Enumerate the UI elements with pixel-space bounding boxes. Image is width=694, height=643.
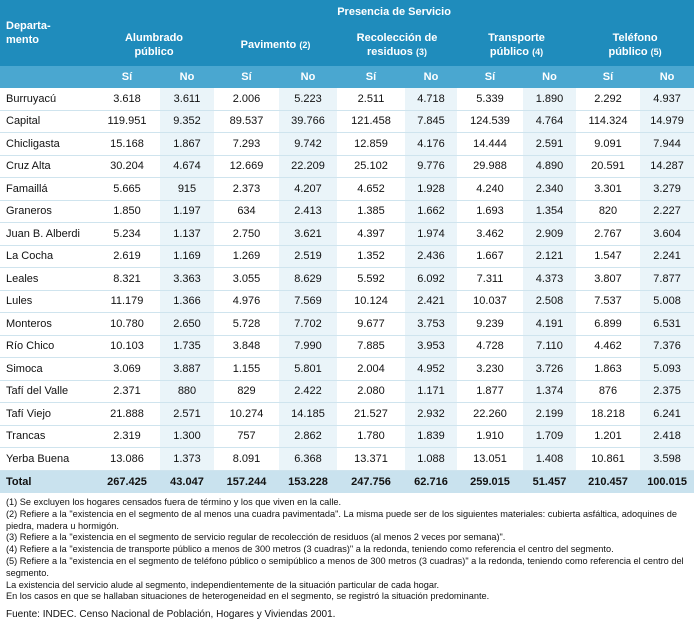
- footnote: (4) Refiere a la "existencia de transporte público a menos de 300 metros (3 cuadras)" a la redonda, teniendo como referencia el centro del segmento.: [6, 544, 614, 555]
- departamento-name: Leales: [0, 268, 94, 291]
- subheader-no: No: [640, 66, 694, 88]
- cell-si: 3.301: [576, 178, 640, 201]
- cell-no: 3.604: [640, 223, 694, 246]
- cell-no: 4.718: [405, 88, 457, 110]
- cell-si: 2.767: [576, 223, 640, 246]
- subheader-no: No: [523, 66, 576, 88]
- table-row: [0, 88, 694, 110]
- cell-no: 2.591: [523, 133, 576, 156]
- table-header: [0, 0, 694, 88]
- table-row: [0, 178, 694, 201]
- cell-no: 1.709: [523, 425, 576, 448]
- cell-no: 39.766: [279, 110, 337, 133]
- cell-si: 2.373: [214, 178, 279, 201]
- cell-no: 1.366: [160, 290, 214, 313]
- cell-no: 1.839: [405, 425, 457, 448]
- cell-no: 1.974: [405, 223, 457, 246]
- cell-si: 10.103: [94, 335, 160, 358]
- cell-no: 5.801: [279, 358, 337, 381]
- departamento-name: Río Chico: [0, 335, 94, 358]
- cell-si: 4.652: [337, 178, 405, 201]
- cell-no: 915: [160, 178, 214, 201]
- total-label: Total: [0, 470, 94, 493]
- cell-si: 12.859: [337, 133, 405, 156]
- cell-no: 4.207: [279, 178, 337, 201]
- cell-no: 5.223: [279, 88, 337, 110]
- subheader-si: Sí: [576, 66, 640, 88]
- cell-si: 22.260: [457, 403, 523, 426]
- cell-si: 267.425: [94, 470, 160, 493]
- departamento-name: Burruyacú: [0, 88, 94, 110]
- cell-si: 21.527: [337, 403, 405, 426]
- cell-si: 3.055: [214, 268, 279, 291]
- cell-si: 9.091: [576, 133, 640, 156]
- cell-si: 1.155: [214, 358, 279, 381]
- table-row: [0, 223, 694, 246]
- departamento-name: Tafí Viejo: [0, 403, 94, 426]
- cell-si: 18.218: [576, 403, 640, 426]
- cell-no: 1.408: [523, 448, 576, 471]
- cell-no: 2.241: [640, 245, 694, 268]
- cell-si: 259.015: [457, 470, 523, 493]
- cell-si: 1.269: [214, 245, 279, 268]
- cell-no: 3.953: [405, 335, 457, 358]
- cell-si: 11.179: [94, 290, 160, 313]
- cell-si: 829: [214, 380, 279, 403]
- cell-no: 2.413: [279, 200, 337, 223]
- cell-si: 25.102: [337, 155, 405, 178]
- table-row: [0, 155, 694, 178]
- cell-no: 2.375: [640, 380, 694, 403]
- cell-si: 21.888: [94, 403, 160, 426]
- cell-no: 1.354: [523, 200, 576, 223]
- cell-no: 1.197: [160, 200, 214, 223]
- cell-si: 1.863: [576, 358, 640, 381]
- cell-si: 1.850: [94, 200, 160, 223]
- cell-si: 2.319: [94, 425, 160, 448]
- subheader-si: Sí: [457, 66, 523, 88]
- departamento-subheader: [0, 66, 94, 88]
- cell-no: 4.176: [405, 133, 457, 156]
- cell-si: 9.677: [337, 313, 405, 336]
- cell-no: 9.776: [405, 155, 457, 178]
- cell-si: 2.006: [214, 88, 279, 110]
- table-row: [0, 245, 694, 268]
- table-row: [0, 110, 694, 133]
- cell-si: 10.037: [457, 290, 523, 313]
- footnotes: [6, 497, 690, 621]
- cell-si: 2.619: [94, 245, 160, 268]
- subheader-no: No: [279, 66, 337, 88]
- cell-si: 7.311: [457, 268, 523, 291]
- cell-no: 7.990: [279, 335, 337, 358]
- cell-si: 124.539: [457, 110, 523, 133]
- cell-no: 5.008: [640, 290, 694, 313]
- departamento-name: La Cocha: [0, 245, 94, 268]
- group-alumbrado: Alumbrado público: [94, 24, 214, 66]
- cell-no: 14.287: [640, 155, 694, 178]
- cell-no: 9.742: [279, 133, 337, 156]
- cell-no: 3.598: [640, 448, 694, 471]
- cell-no: 4.373: [523, 268, 576, 291]
- cell-si: 4.728: [457, 335, 523, 358]
- footnote: (2) Refiere a la "existencia en el segmento de al menos una cuadra pavimentada". La misma puede ser de los siguientes materiales: cubierta asfáltica, adoquines de piedra, madera u hormigón.: [6, 508, 677, 531]
- subheader-si: Sí: [337, 66, 405, 88]
- cell-no: 1.374: [523, 380, 576, 403]
- si-no-header-row: [0, 66, 694, 88]
- cell-no: 4.952: [405, 358, 457, 381]
- cell-si: 4.397: [337, 223, 405, 246]
- cell-no: 7.376: [640, 335, 694, 358]
- source-note: Fuente: INDEC. Censo Nacional de Población, Hogares y Viviendas 2001.: [6, 609, 336, 621]
- group-transporte: Transporte público (4): [457, 24, 576, 66]
- departamento-header: Departa- mento: [0, 0, 94, 66]
- cell-si: 13.086: [94, 448, 160, 471]
- cell-si: 5.728: [214, 313, 279, 336]
- cell-si: 7.885: [337, 335, 405, 358]
- cell-si: 8.321: [94, 268, 160, 291]
- cell-si: 5.665: [94, 178, 160, 201]
- cell-si: 1.385: [337, 200, 405, 223]
- cell-si: 1.201: [576, 425, 640, 448]
- departamento-name: Famaillá: [0, 178, 94, 201]
- cell-no: 1.088: [405, 448, 457, 471]
- footnote: La existencia del servicio alude al segmento, independientemente de la situación particular de cada hogar.: [6, 579, 440, 590]
- cell-si: 1.780: [337, 425, 405, 448]
- cell-no: 9.352: [160, 110, 214, 133]
- cell-si: 4.462: [576, 335, 640, 358]
- cell-no: 2.932: [405, 403, 457, 426]
- cell-no: 2.650: [160, 313, 214, 336]
- footnote: (1) Se excluyen los hogares censados fuera de término y los que viven en la calle.: [6, 497, 342, 507]
- footnote: (3) Refiere a la "existencia en el segmento de servicio regular de recolección de residuos (al menos 2 veces por semana)".: [6, 532, 506, 543]
- cell-no: 1.928: [405, 178, 457, 201]
- cell-si: 2.292: [576, 88, 640, 110]
- departamento-name: Cruz Alta: [0, 155, 94, 178]
- cell-no: 1.867: [160, 133, 214, 156]
- departamento-name: Graneros: [0, 200, 94, 223]
- table-row: [0, 335, 694, 358]
- cell-si: 757: [214, 425, 279, 448]
- cell-no: 2.571: [160, 403, 214, 426]
- cell-si: 1.547: [576, 245, 640, 268]
- footnote: (5) Refiere a la "existencia en el segmento de teléfono público o semipúblico a menos de 300 metros (3 cuadras)" a la redonda, teniendo como referencia el centro del segmento.: [6, 555, 684, 578]
- cell-si: 3.069: [94, 358, 160, 381]
- cell-si: 157.244: [214, 470, 279, 493]
- departamento-name: Chicligasta: [0, 133, 94, 156]
- cell-no: 153.228: [279, 470, 337, 493]
- total-row: [0, 470, 694, 493]
- cell-si: 15.168: [94, 133, 160, 156]
- cell-si: 114.324: [576, 110, 640, 133]
- table-row: [0, 425, 694, 448]
- table-row: [0, 268, 694, 291]
- cell-no: 1.735: [160, 335, 214, 358]
- cell-si: 10.274: [214, 403, 279, 426]
- cell-si: 4.976: [214, 290, 279, 313]
- subheader-no: No: [405, 66, 457, 88]
- subheader-si: Sí: [94, 66, 160, 88]
- cell-no: 22.209: [279, 155, 337, 178]
- cell-si: 3.848: [214, 335, 279, 358]
- cell-no: 7.944: [640, 133, 694, 156]
- cell-no: 3.611: [160, 88, 214, 110]
- cell-si: 5.339: [457, 88, 523, 110]
- cell-no: 3.753: [405, 313, 457, 336]
- cell-si: 2.511: [337, 88, 405, 110]
- cell-si: 3.618: [94, 88, 160, 110]
- cell-no: 7.569: [279, 290, 337, 313]
- cell-no: 100.015: [640, 470, 694, 493]
- cell-no: 6.368: [279, 448, 337, 471]
- cell-no: 1.137: [160, 223, 214, 246]
- cell-no: 7.845: [405, 110, 457, 133]
- cell-no: 4.937: [640, 88, 694, 110]
- cell-no: 2.340: [523, 178, 576, 201]
- cell-no: 62.716: [405, 470, 457, 493]
- cell-si: 13.051: [457, 448, 523, 471]
- departamento-name: Monteros: [0, 313, 94, 336]
- cell-si: 876: [576, 380, 640, 403]
- subheader-no: No: [160, 66, 214, 88]
- cell-no: 2.227: [640, 200, 694, 223]
- cell-si: 634: [214, 200, 279, 223]
- cell-si: 3.230: [457, 358, 523, 381]
- cell-si: 14.444: [457, 133, 523, 156]
- cell-si: 13.371: [337, 448, 405, 471]
- table-row: [0, 133, 694, 156]
- cell-no: 4.191: [523, 313, 576, 336]
- cell-si: 820: [576, 200, 640, 223]
- cell-no: 7.877: [640, 268, 694, 291]
- cell-no: 5.093: [640, 358, 694, 381]
- table-row: [0, 313, 694, 336]
- cell-si: 247.756: [337, 470, 405, 493]
- cell-si: 20.591: [576, 155, 640, 178]
- table-row: [0, 290, 694, 313]
- table-row: [0, 200, 694, 223]
- cell-si: 10.124: [337, 290, 405, 313]
- cell-no: 2.508: [523, 290, 576, 313]
- cell-no: 2.436: [405, 245, 457, 268]
- cell-si: 210.457: [576, 470, 640, 493]
- cell-si: 3.807: [576, 268, 640, 291]
- cell-no: 3.621: [279, 223, 337, 246]
- cell-si: 2.371: [94, 380, 160, 403]
- presencia-header: Presencia de Servicio: [94, 0, 694, 24]
- departamento-name: Juan B. Alberdi: [0, 223, 94, 246]
- cell-si: 121.458: [337, 110, 405, 133]
- departamento-name: Tafí del Valle: [0, 380, 94, 403]
- footnote: En los casos en que se hallaban situaciones de heterogeneidad en el segmento, se registró la situación predominante.: [6, 591, 490, 602]
- departamento-name: Simoca: [0, 358, 94, 381]
- departamento-name: Capital: [0, 110, 94, 133]
- subheader-si: Sí: [214, 66, 279, 88]
- cell-si: 1.877: [457, 380, 523, 403]
- cell-no: 14.185: [279, 403, 337, 426]
- cell-no: 1.169: [160, 245, 214, 268]
- cell-no: 4.764: [523, 110, 576, 133]
- cell-si: 5.234: [94, 223, 160, 246]
- cell-no: 3.363: [160, 268, 214, 291]
- cell-no: 14.979: [640, 110, 694, 133]
- departamento-name: Trancas: [0, 425, 94, 448]
- cell-no: 2.909: [523, 223, 576, 246]
- cell-si: 4.240: [457, 178, 523, 201]
- cell-si: 8.091: [214, 448, 279, 471]
- cell-no: 6.241: [640, 403, 694, 426]
- cell-si: 7.537: [576, 290, 640, 313]
- cell-si: 2.750: [214, 223, 279, 246]
- cell-no: 1.373: [160, 448, 214, 471]
- cell-si: 2.004: [337, 358, 405, 381]
- cell-si: 6.899: [576, 313, 640, 336]
- cell-no: 2.862: [279, 425, 337, 448]
- cell-no: 2.421: [405, 290, 457, 313]
- departamento-name: Lules: [0, 290, 94, 313]
- cell-no: 3.279: [640, 178, 694, 201]
- cell-si: 10.780: [94, 313, 160, 336]
- cell-no: 3.726: [523, 358, 576, 381]
- cell-si: 1.352: [337, 245, 405, 268]
- cell-no: 51.457: [523, 470, 576, 493]
- departamento-name: Yerba Buena: [0, 448, 94, 471]
- cell-no: 7.702: [279, 313, 337, 336]
- cell-no: 8.629: [279, 268, 337, 291]
- cell-no: 2.418: [640, 425, 694, 448]
- cell-no: 43.047: [160, 470, 214, 493]
- cell-si: 9.239: [457, 313, 523, 336]
- table-row: [0, 380, 694, 403]
- cell-no: 7.110: [523, 335, 576, 358]
- cell-no: 1.662: [405, 200, 457, 223]
- cell-si: 10.861: [576, 448, 640, 471]
- cell-si: 7.293: [214, 133, 279, 156]
- table-body: [0, 88, 694, 493]
- cell-si: 2.080: [337, 380, 405, 403]
- table-row: [0, 448, 694, 471]
- cell-si: 5.592: [337, 268, 405, 291]
- cell-no: 2.422: [279, 380, 337, 403]
- cell-si: 12.669: [214, 155, 279, 178]
- cell-no: 2.519: [279, 245, 337, 268]
- group-pavimento: Pavimento (2): [214, 24, 337, 66]
- group-recoleccion: Recolección de residuos (3): [337, 24, 457, 66]
- cell-si: 89.537: [214, 110, 279, 133]
- cell-si: 1.667: [457, 245, 523, 268]
- cell-si: 30.204: [94, 155, 160, 178]
- cell-no: 4.890: [523, 155, 576, 178]
- cell-si: 1.693: [457, 200, 523, 223]
- cell-no: 2.121: [523, 245, 576, 268]
- cell-no: 2.199: [523, 403, 576, 426]
- cell-no: 1.890: [523, 88, 576, 110]
- cell-si: 3.462: [457, 223, 523, 246]
- group-telefono: Teléfono público (5): [576, 24, 694, 66]
- cell-no: 3.887: [160, 358, 214, 381]
- cell-no: 1.171: [405, 380, 457, 403]
- table-row: [0, 403, 694, 426]
- cell-no: 6.531: [640, 313, 694, 336]
- cell-no: 1.300: [160, 425, 214, 448]
- table-row: [0, 358, 694, 381]
- cell-no: 4.674: [160, 155, 214, 178]
- cell-si: 119.951: [94, 110, 160, 133]
- cell-si: 1.910: [457, 425, 523, 448]
- cell-si: 29.988: [457, 155, 523, 178]
- cell-no: 880: [160, 380, 214, 403]
- cell-no: 6.092: [405, 268, 457, 291]
